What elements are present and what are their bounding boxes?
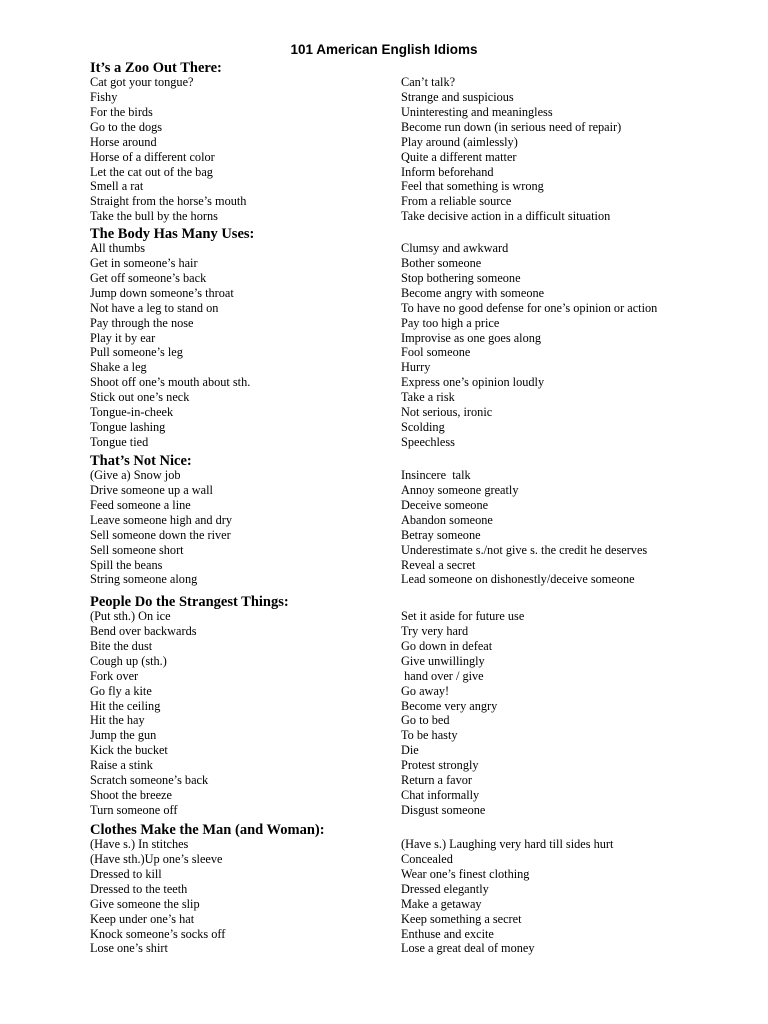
idiom-row (90, 788, 740, 803)
idiom-text: String someone along (90, 572, 198, 587)
idiom-meaning: Strange and suspicious (401, 89, 514, 104)
idiom-text: For the birds (90, 104, 153, 119)
idiom-row (90, 684, 740, 699)
idiom-meaning: Become very angry (401, 698, 498, 713)
idiom-row (90, 543, 740, 558)
idiom-text: Drive someone up a wall (90, 482, 213, 497)
document-title: 101 American English Idioms (290, 42, 478, 57)
idiom-row (90, 75, 740, 90)
idiom-meaning: Make a getaway (401, 896, 482, 911)
idiom-meaning: Play around (aimlessly) (401, 134, 518, 149)
section-heading: It’s a Zoo Out There: (90, 60, 222, 76)
idiom-text: Raise a stink (90, 758, 153, 773)
idiom-text: Stick out one’s neck (90, 390, 190, 405)
idiom-row (90, 498, 740, 513)
idiom-meaning: From a reliable source (401, 194, 512, 209)
idiom-text: Dressed to the teeth (90, 881, 188, 896)
idiom-row (90, 609, 740, 624)
idiom-text: All thumbs (90, 241, 145, 255)
idiom-row (90, 803, 740, 818)
idiom-text: Tongue lashing (90, 420, 166, 435)
idiom-row (90, 713, 740, 728)
idiom-meaning: Stop bothering someone (401, 270, 521, 285)
idiom-text: Play it by ear (90, 330, 156, 345)
idiom-meaning: Take a risk (401, 390, 455, 405)
idiom-text: Fork over (90, 668, 139, 683)
idiom-text: Pay through the nose (90, 315, 194, 330)
idiom-text: Go to the dogs (90, 119, 163, 134)
idiom-row (90, 301, 740, 316)
idiom-row (90, 165, 740, 180)
idiom-meaning: hand over / give (401, 668, 484, 683)
idiom-meaning: Take decisive action in a difficult situation (401, 209, 611, 224)
idiom-meaning: Inform beforehand (401, 164, 494, 179)
idiom-meaning: Protest strongly (401, 758, 479, 773)
idiom-text: (Put sth.) On ice (90, 609, 171, 623)
idiom-meaning: Keep something a secret (401, 911, 522, 926)
idiom-meaning: Bother someone (401, 255, 482, 270)
idiom-row (90, 286, 740, 301)
idiom-row (90, 927, 740, 942)
idiom-text: Kick the bucket (90, 743, 168, 758)
idiom-meaning: Quite a different matter (401, 149, 517, 164)
idiom-row (90, 867, 740, 882)
idiom-meaning: Clumsy and awkward (401, 241, 509, 255)
idiom-row (90, 852, 740, 867)
idiom-row (90, 135, 740, 150)
idiom-row (90, 624, 740, 639)
section-heading: The Body Has Many Uses: (90, 226, 255, 242)
idiom-text: Get in someone’s hair (90, 255, 198, 270)
idiom-row (90, 194, 740, 209)
idiom-text: Give someone the slip (90, 896, 200, 911)
idiom-meaning: Become angry with someone (401, 285, 545, 300)
idiom-text: (Give a) Snow job (90, 468, 181, 482)
idiom-row (90, 897, 740, 912)
idiom-text: Hit the ceiling (90, 698, 161, 713)
idiom-row (90, 513, 740, 528)
idiom-meaning: Lose a great deal of money (401, 941, 535, 956)
idiom-text: Shoot off one’s mouth about sth. (90, 375, 251, 390)
idiom-row (90, 375, 740, 390)
idiom-row (90, 528, 740, 543)
idiom-row (90, 468, 740, 483)
idiom-meaning: Chat informally (401, 788, 480, 803)
idiom-meaning: Go down in defeat (401, 638, 493, 653)
idiom-meaning: Go to bed (401, 713, 450, 728)
idiom-row (90, 728, 740, 743)
idiom-meaning: Hurry (401, 360, 431, 375)
idiom-text: Scratch someone’s back (90, 773, 209, 788)
idiom-text: Straight from the horse’s mouth (90, 194, 247, 209)
idiom-meaning: To have no good defense for one’s opinion or action (401, 300, 658, 315)
idiom-text: Go fly a kite (90, 683, 152, 698)
section-heading: Clothes Make the Man (and Woman): (90, 822, 325, 838)
idiom-text: (Have s.) In stitches (90, 837, 189, 851)
idiom-text: Fishy (90, 89, 118, 104)
idiom-text: Shoot the breeze (90, 788, 172, 803)
idiom-meaning: Try very hard (401, 623, 469, 638)
idiom-row (90, 435, 740, 450)
idiom-meaning: Go away! (401, 683, 450, 698)
idiom-row (90, 120, 740, 135)
idiom-text: Horse of a different color (90, 149, 215, 164)
idiom-meaning: Enthuse and excite (401, 926, 494, 941)
idiom-row (90, 179, 740, 194)
idiom-text: Not have a leg to stand on (90, 300, 219, 315)
idiom-meaning: Speechless (401, 434, 455, 449)
idiom-text: Sell someone down the river (90, 527, 231, 542)
idiom-meaning: Betray someone (401, 527, 481, 542)
idiom-text: Smell a rat (90, 179, 144, 194)
idiom-row (90, 941, 740, 956)
idiom-meaning: Uninteresting and meaningless (401, 104, 553, 119)
idiom-meaning: Improvise as one goes along (401, 330, 542, 345)
idiom-text: Bite the dust (90, 638, 153, 653)
idiom-text: Hit the hay (90, 713, 145, 728)
idiom-meaning: Fool someone (401, 345, 471, 360)
idiom-row (90, 420, 740, 435)
idiom-text: Let the cat out of the bag (90, 164, 213, 179)
idiom-row (90, 912, 740, 927)
idiom-row (90, 669, 740, 684)
idiom-text: Sell someone short (90, 542, 184, 557)
idiom-text: Feed someone a line (90, 497, 191, 512)
idiom-row (90, 483, 740, 498)
idiom-row (90, 654, 740, 669)
section-heading: People Do the Strangest Things: (90, 594, 289, 610)
idiom-meaning: Not serious, ironic (401, 405, 493, 420)
idiom-meaning: Die (401, 743, 419, 758)
idiom-text: Tongue tied (90, 434, 149, 449)
idiom-meaning: Scolding (401, 420, 445, 435)
idiom-row (90, 241, 740, 256)
idiom-text: Horse around (90, 134, 157, 149)
idiom-row (90, 256, 740, 271)
idiom-row (90, 699, 740, 714)
idiom-text: Keep under one’s hat (90, 911, 195, 926)
idiom-text: Bend over backwards (90, 623, 197, 638)
idiom-row (90, 345, 740, 360)
idiom-row (90, 271, 740, 286)
idiom-meaning: Annoy someone greatly (401, 482, 519, 497)
idiom-meaning: Become run down (in serious need of repair) (401, 119, 622, 134)
idiom-meaning: Insincere talk (401, 468, 471, 482)
idiom-text: Jump down someone’s throat (90, 285, 234, 300)
idiom-meaning: Return a favor (401, 773, 473, 788)
idiom-meaning: Feel that something is wrong (401, 179, 544, 194)
idiom-row (90, 882, 740, 897)
idiom-meaning: Can’t talk? (401, 75, 456, 89)
idiom-row (90, 360, 740, 375)
idiom-row (90, 837, 740, 852)
idiom-text: Knock someone’s socks off (90, 926, 226, 941)
idiom-meaning: Dressed elegantly (401, 881, 489, 896)
idiom-meaning: Pay too high a price (401, 315, 500, 330)
idiom-row (90, 558, 740, 573)
idiom-meaning: Lead someone on dishonestly/deceive someone (401, 572, 635, 587)
idiom-meaning: Concealed (401, 851, 453, 866)
idiom-meaning: Reveal a secret (401, 557, 476, 572)
idiom-text: Turn someone off (90, 802, 178, 817)
idiom-meaning: Give unwillingly (401, 653, 485, 668)
idiom-row (90, 572, 740, 587)
idiom-meaning: To be hasty (401, 728, 458, 743)
idiom-text: Jump the gun (90, 728, 157, 743)
idiom-row (90, 773, 740, 788)
idiom-row (90, 758, 740, 773)
idiom-text: (Have sth.)Up one’s sleeve (90, 851, 223, 866)
idiom-row (90, 209, 740, 224)
idiom-row (90, 639, 740, 654)
idiom-text: Spill the beans (90, 557, 163, 572)
section-heading: That’s Not Nice: (90, 453, 192, 469)
idiom-meaning: Express one’s opinion loudly (401, 375, 545, 390)
idiom-text: Cough up (sth.) (90, 653, 167, 668)
idiom-row (90, 331, 740, 346)
idiom-text: Lose one’s shirt (90, 941, 168, 956)
idiom-text: Pull someone’s leg (90, 345, 183, 360)
idiom-row (90, 105, 740, 120)
idiom-meaning: Deceive someone (401, 497, 489, 512)
idiom-meaning: Set it aside for future use (401, 609, 525, 623)
idiom-meaning: Underestimate s./not give s. the credit he deserves (401, 542, 648, 557)
idiom-row (90, 405, 740, 420)
idiom-text: Take the bull by the horns (90, 209, 218, 224)
idiom-meaning: Disgust someone (401, 802, 486, 817)
idiom-text: Tongue-in-cheek (90, 405, 174, 420)
idiom-row (90, 743, 740, 758)
idiom-text: Leave someone high and dry (90, 512, 233, 527)
idiom-text: Dressed to kill (90, 866, 162, 881)
idiom-row (90, 90, 740, 105)
idiom-text: Cat got your tongue? (90, 75, 194, 89)
idiom-row (90, 390, 740, 405)
idiom-meaning: (Have s.) Laughing very hard till sides hurt (401, 837, 614, 851)
idiom-text: Get off someone’s back (90, 270, 207, 285)
idiom-meaning: Wear one’s finest clothing (401, 866, 530, 881)
idiom-row (90, 316, 740, 331)
idiom-meaning: Abandon someone (401, 512, 493, 527)
idiom-row (90, 150, 740, 165)
idiom-text: Shake a leg (90, 360, 147, 375)
